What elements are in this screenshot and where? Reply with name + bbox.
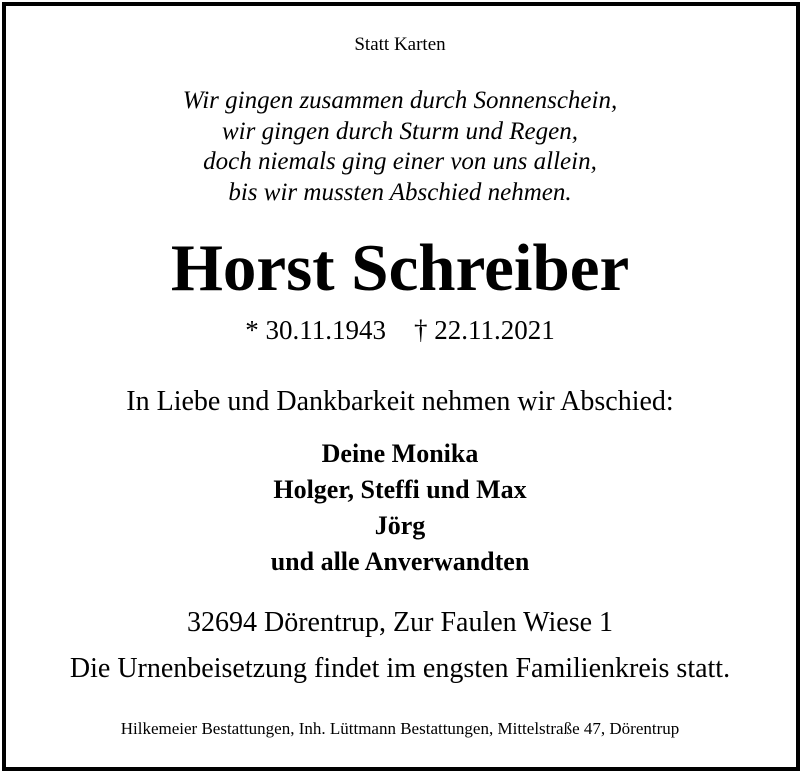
poem-line: Wir gingen zusammen durch Sonnenschein, — [182, 87, 618, 114]
mourner-line: und alle Anverwandten — [270, 547, 530, 576]
header-text: Statt Karten — [354, 34, 446, 55]
family-address: 32694 Dörentrup, Zur Faulen Wiese 1 — [186, 607, 614, 638]
mourner-line: Holger, Steffi und Max — [273, 475, 527, 504]
poem — [0, 86, 800, 208]
poem-line: bis wir mussten Abschied nehmen. — [228, 178, 572, 206]
mourners-list — [0, 436, 800, 580]
mourner-line: Deine Monika — [321, 439, 479, 468]
life-dates — [0, 313, 800, 347]
death-date: † 22.11.2021 — [414, 315, 555, 345]
poem-line: wir gingen durch Sturm und Regen, — [222, 117, 578, 145]
mourner-line: Jörg — [374, 511, 426, 540]
poem-line: doch niemals ging einer von uns allein, — [203, 148, 597, 175]
deceased-name: Horst Schreiber — [170, 231, 630, 305]
undertaker-info: Hilkemeier Bestattungen, Inh. Lüttmann Bestattungen, Mittelstraße 47, Dörentrup — [120, 719, 680, 738]
birth-date: * 30.11.1943 — [245, 315, 386, 345]
farewell-intro: In Liebe und Dankbarkeit nehmen wir Abschied: — [126, 386, 674, 417]
burial-note: Die Urnenbeisetzung findet im engsten Familienkreis statt. — [69, 653, 731, 684]
